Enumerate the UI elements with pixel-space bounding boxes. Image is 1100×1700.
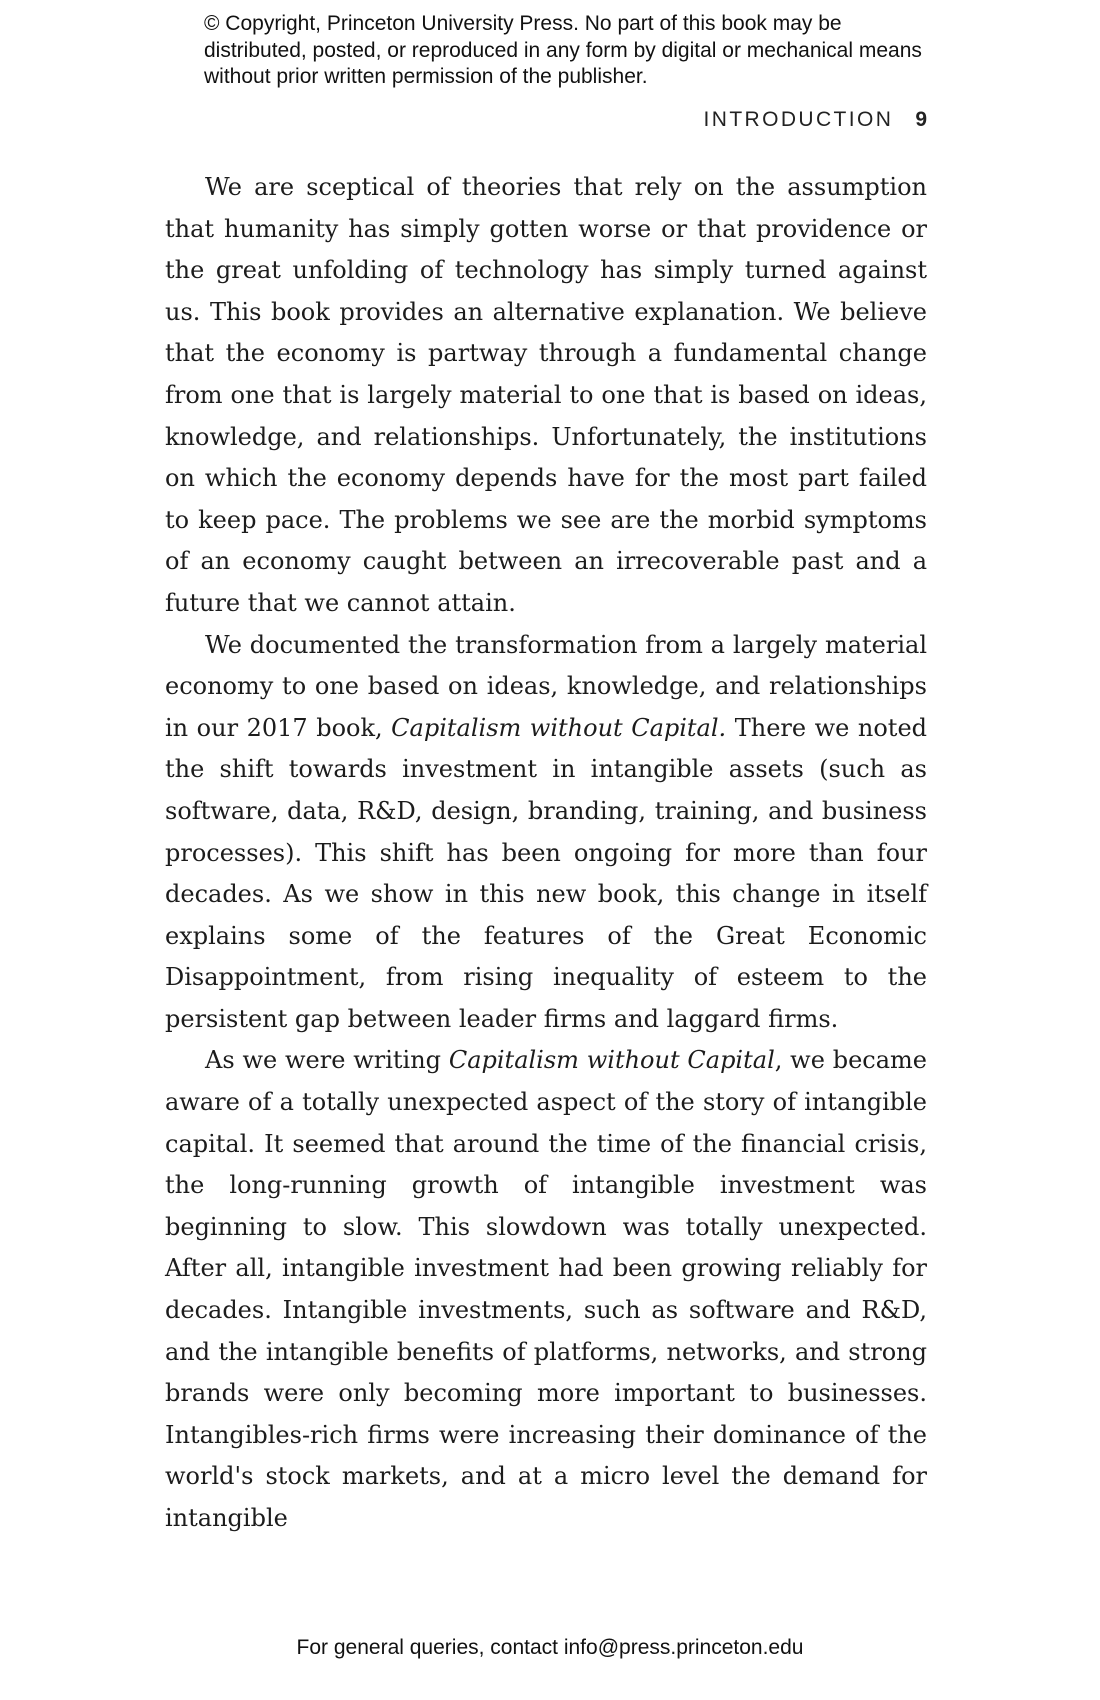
running-head-section: INTRODUCTION [703, 108, 894, 131]
copyright-notice: © Copyright, Princeton University Press. No part of this book may be distributed, posted, or reproduced in any form by digital or mechanical means without prior written permission of the publisher. [204, 12, 922, 88]
paragraph-2 [165, 625, 927, 1041]
footer-contact: For general queries, contact info@press.princeton.edu [296, 1636, 804, 1659]
book-title: Capitalism without Capital [448, 1046, 775, 1075]
body-text [165, 167, 927, 1540]
paragraph-1: We are sceptical of theories that rely on the assumption that humanity has simply gotten worse or that providence or the great unfolding of technology has simply turned against us. This book provides an alternative explanation. We believe that the economy is partway through a fundamental change from one that is largely material to one that is based on ideas, knowledge, and relationships. Unfortunately, the institutions on which the economy depends have for the most part failed to keep pace. The problems we see are the morbid symptoms of an economy caught between an irrecoverable past and a future that we cannot attain. [165, 173, 927, 617]
paragraph-3 [165, 1040, 927, 1539]
book-title: Capitalism without Capital. [391, 713, 727, 742]
paragraph-2-text-start: We documented the transformation from a largely material economy to one based on ideas, knowledge, and relationships in our 2017 book, [165, 630, 927, 742]
paragraph-3-text-end: , we became aware of a totally unexpected aspect of the story of intangible capital. It seemed that around the time of the financial crisis, the long-running growth of intangible investment was beginning to slow. This slowdown was totally unexpected. After all, intangible investment had been growing reliably for decades. Intangible investments, such as software and R&D, and the intangible benefits of platforms, networks, and strong brands were only becoming more important to businesses. Intangibles-rich firms were increasing their dominance of the world's stock markets, and at a micro level the demand for intangible [165, 1046, 927, 1532]
page-number: 9 [915, 108, 927, 131]
paragraph-2-text-end: There we noted the shift towards investment in intangible assets (such as software, data, R&D, design, branding, training, and business processes). This shift has been ongoing for more than four decades. As we show in this new book, this change in itself explains some of the features of the Great Economic Disappointment, from rising inequality of esteem to the persistent gap between leader firms and laggard firms. [165, 713, 928, 1033]
running-head [704, 108, 927, 132]
paragraph-3-text-start: As we were writing [205, 1046, 449, 1075]
